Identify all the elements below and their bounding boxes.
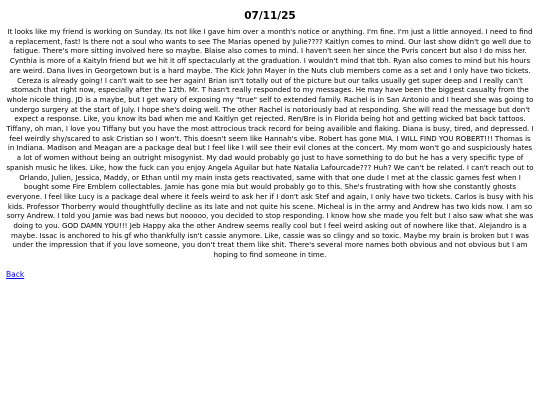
entry-body: It looks like my friend is working on Sunday. Its not like I gave him over a month's notice or anything. I'm fine. I'm just a little annoyed. I need to find a replacement, fast! Is there not a soul who wants to see The Marias opened by Julie???? Kaitlyn comes to mind. Our last show didn't go well due to fatigue. There's more sitting involved here so maybe. Blaise also comes to mind. I haven't seen her since the Pvris concert but also I do miss her. Cynthia is more of a Kaityln friend but we hit it off spectacularly at the graduation. I wouldn't mind that tbh. Ryan also comes to mind but his hours are weird. Dana lives in Georgetown but is a hard maybe. The Kick John Mayer in the Nuts club members come as a set and I only have two tickets. Cereza is already going! I can't wait to see her again! Brian isn't totally out of the picture but our talks usually get super deep and I really can't stomach that right now, especially after the 12th. Mr. T hasn't really responded to my messages. He may have been the biggest casualty from the whole nicole thing. JD is a maybe, but I get wary of exposing my "true" self to extended family. Rachel is in San Antonio and I heard she was going to undergo surgery at the start of July. I hope she's doing well. The other Rachel is notoriously bad at responding. She will read the message but don't expect a response. Like, you know its bad when me and Kaitlyn get rejected. Ren/Bre is in Florida being hot and getting wicked bat back tattoos. Tiffany, oh man, I love you Tiffany but you have the most attrocious track record for being availible and flaking. Diana is busy, tired, and depressed. I feel weirdly shy/scared to ask Cristian so I won't. This doesn't seem like Hannah's vibe. Robert has gone MIA. I WILL FIND YOU ROBERT!!! Thomas is in Indiana. Madison and Meagan are a package deal but I feel like I will see their evil clones at the concert. My mom won't go and suspiciously hates a lot of women without being an outright misogynist. My dad would probably go just to have something to do but he has a very specific type of spanish music he likes. Like, how the fuck can you enjoy Angela Aguilar but hate Natalia Lafourcade??? Huh? We can't be related. I can't reach out to Orlando, Julien, Jessica, Maddy, or Ethan until my main insta gets reactivated, same with that one dude I met at the classic games fest when I bought some Fire Emblem collectables. Jamie has gone mia but would probably go to this. She's frustrating with how she constantly ghosts everyone. I feel like Lucy is a package deal where it feels weird to ask her if I don't ask Stef and again, I only have two tickets. Carlos is busy with his kids. Professor Thorberry would thoughtfully decline as its late and not quite his scene. Micheal is in the army and Andrew has two kids now. I am so sorry Andrew. I told you Jamie was bad news but nooooo, you decided to stop responding. I know how she made you felt but I also saw what she was doing to you. GOD DAMN YOU!!! Jeb Happy aka the other Andrew seems really cool but I feel weird asking out of nowhere like that. Alejandro is a maybe. Issac is anchored to his gf who thankfully isn't cassie anymore. Like, cassie was so clingy and so toxic. Maybe my brain is broken but I was under the impression that if you love someone, you don't treat them like shit. There's several more names both obvious and not obvious but I am hoping to find someone in time.: [6, 27, 534, 260]
back-link[interactable]: Back: [6, 269, 25, 279]
entry-date: 07/11/25: [244, 10, 296, 22]
